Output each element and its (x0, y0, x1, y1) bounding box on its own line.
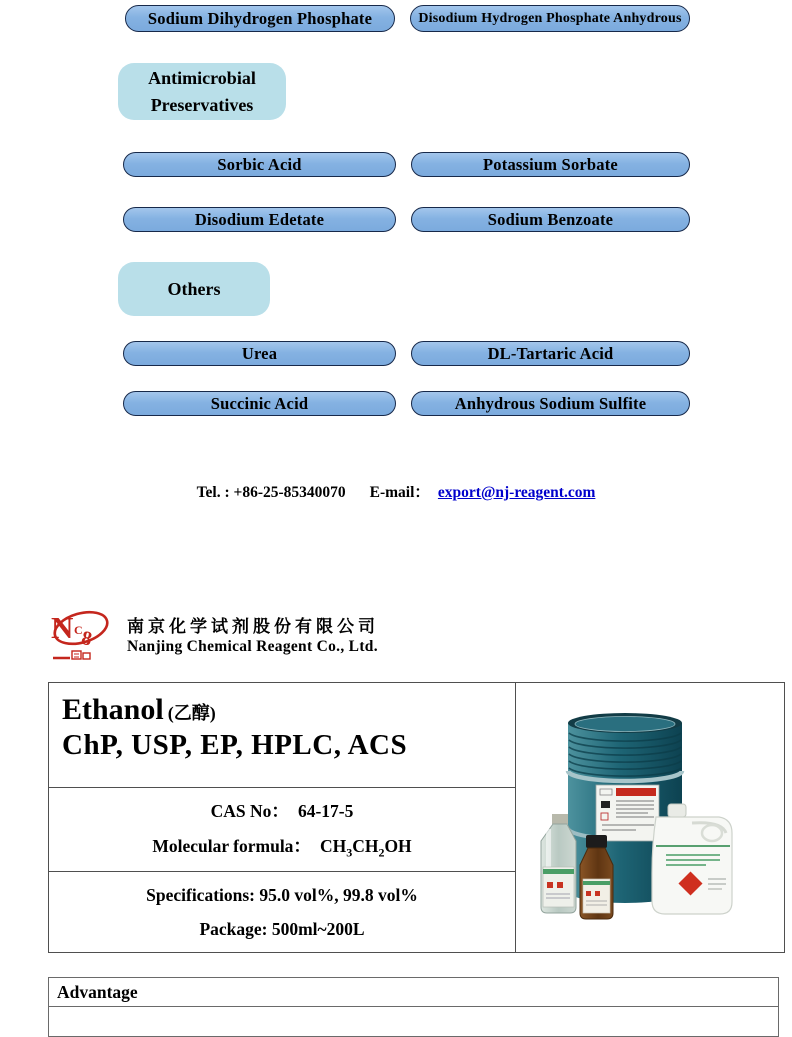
product-name-line (62, 693, 515, 727)
pill-potassium-sorbate[interactable]: Potassium Sorbate (411, 152, 690, 177)
category-antimicrobial-preservatives (118, 63, 286, 120)
product-header-cell (49, 683, 515, 787)
product-name-chinese: (乙醇) (167, 703, 216, 723)
pill-disodium-hydrogen-phosphate-anhydrous[interactable]: Disodium Hydrogen Phosphate Anhydrous (410, 5, 690, 32)
product-spec-cell (49, 872, 515, 953)
package-row: Package: 500ml~200L (199, 919, 365, 939)
category-antimicrobial-line1: Antimicrobial (148, 68, 256, 89)
contact-line (0, 480, 792, 502)
cas-value: 64-17-5 (297, 801, 354, 822)
cas-row (211, 798, 354, 823)
pill-succinic-acid[interactable]: Succinic Acid (123, 391, 396, 416)
pill-disodium-edetate[interactable]: Disodium Edetate (123, 207, 396, 232)
cas-label: CAS No： (210, 801, 289, 822)
product-identity-cell (49, 788, 515, 871)
company-name-chinese: 南京化学试剂股份有限公司 (127, 617, 379, 636)
product-table (48, 682, 785, 953)
advantage-title: Advantage (49, 978, 778, 1007)
svg-text:N: N (51, 610, 74, 645)
pill-sorbic-acid[interactable]: Sorbic Acid (123, 152, 396, 177)
product-name: Ethanol (62, 693, 164, 726)
formula-row (152, 833, 411, 861)
specifications-row: Specifications: 95.0 vol%, 99.8 vol% (146, 885, 418, 905)
category-antimicrobial-line2: Preservatives (150, 94, 254, 115)
molecular-formula: $CH_3CH_2OH$ (319, 836, 412, 860)
product-grades: ChP, USP, EP, HPLC, ACS (62, 729, 408, 761)
category-others-label: Others (167, 278, 221, 299)
pill-dl-tartaric-acid[interactable]: DL-Tartaric Acid (411, 341, 690, 366)
company-name-english: Nanjing Chemical Reagent Co., Ltd. (127, 638, 378, 655)
pill-sodium-benzoate[interactable]: Sodium Benzoate (411, 207, 690, 232)
product-photo-cell (516, 683, 784, 952)
svg-text:8: 8 (79, 626, 94, 651)
formula-label: Molecular formula： (152, 836, 311, 857)
tel-number: Tel. : +86-25-85340070 (196, 484, 346, 501)
product-photo-ethanol-drum-bottles (516, 683, 784, 952)
pill-sodium-dihydrogen-phosphate[interactable]: Sodium Dihydrogen Phosphate (125, 5, 395, 32)
pill-urea[interactable]: Urea (123, 341, 396, 366)
email-link[interactable]: export@nj-reagent.com (437, 484, 596, 501)
company-logo-icon (50, 605, 112, 665)
svg-text:C: C (74, 623, 83, 637)
advantage-section (48, 977, 779, 1037)
email-label: E-mail： (369, 484, 430, 501)
category-others (118, 262, 270, 316)
pill-anhydrous-sodium-sulfite[interactable]: Anhydrous Sodium Sulfite (411, 391, 690, 416)
